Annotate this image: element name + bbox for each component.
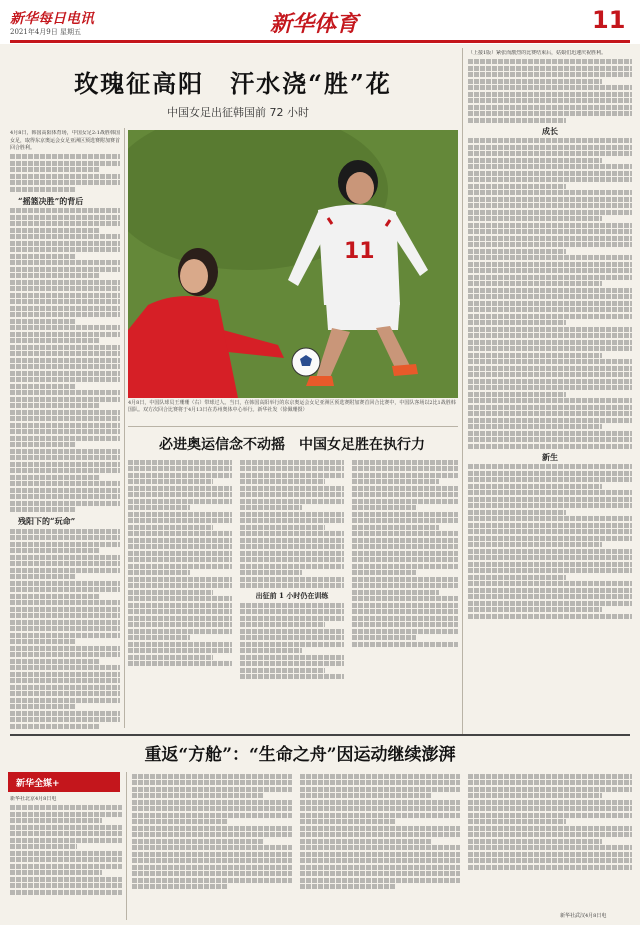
third-article-signature: 新华社武汉4月8日电 (560, 913, 607, 919)
page-number: 11 (592, 6, 626, 34)
bottom-left-dateline: 新华社北京4月8日电 (10, 796, 57, 802)
right-head-growth: 成长 (542, 125, 558, 136)
second-headline: 必进奥运信念不动摇 中国女足胜在执行力 (159, 437, 425, 453)
main-headline: 玫瑰征高阳 汗水浇“胜”花 (74, 69, 392, 98)
section-rule (128, 426, 458, 427)
third-article-col-2 (300, 772, 460, 918)
third-article-col-1 (132, 772, 292, 918)
masthead (0, 0, 640, 44)
main-article-left-column (10, 130, 120, 730)
section-title: 新华体育 (270, 12, 359, 37)
right-column-intro: （上接1版）紧张而激烈的比赛结束后，姑娘们迅速庆祝胜利。 (468, 50, 607, 56)
jersey-number: 11 (344, 239, 375, 264)
side-head-1: “摇篮决胜”的背后 (18, 195, 84, 206)
new-media-label: 新华全媒+ (8, 772, 120, 792)
right-column (468, 50, 632, 732)
soccer-ball-icon (292, 348, 320, 376)
bottom-left-column (10, 796, 122, 918)
brand-logo: 新华每日电讯 (10, 11, 94, 27)
header-rule (10, 40, 630, 43)
issue-date: 2021年4月9日 星期五 (10, 28, 81, 36)
photo-caption: 4月8日，中国队球员王珊珊（右）带球过人。当日，在韩国高阳举行的东京奥运会女足亚洲区预选赛附加赛首回合比赛中，中国队客场以2比1战胜韩国队。双方次回合比赛将于4月13日在苏州奥体中心举行。新华社发（徐佩珊摄） (128, 400, 456, 413)
second-article-col-3 (352, 458, 458, 728)
third-article-col-3 (468, 772, 632, 918)
match-photo-illustration (128, 130, 458, 398)
match-photo (128, 130, 458, 398)
second-article-col-1 (128, 458, 232, 728)
lead-text: 4月8日，韩国高阳体育场，中国女足2:1战胜韩国女足，取得东京奥运会女足亚洲区预选赛附加赛首回合胜利。 (10, 130, 120, 152)
section-rule (10, 734, 630, 736)
second-article-col-2 (240, 458, 344, 728)
column-divider (462, 48, 463, 734)
column-divider (126, 772, 127, 920)
main-subheadline: 中国女足出征韩国前 72 小时 (167, 106, 309, 119)
sub-section-head: 出征前 1 小时仍在训练 (255, 591, 329, 600)
side-head-2: 残阳下的“玩命” (18, 516, 76, 527)
right-head-new-life: 新生 (542, 451, 558, 462)
third-headline: 重返“方舱”：“生命之舟”因运动继续澎湃 (144, 745, 456, 765)
column-divider (124, 128, 125, 728)
